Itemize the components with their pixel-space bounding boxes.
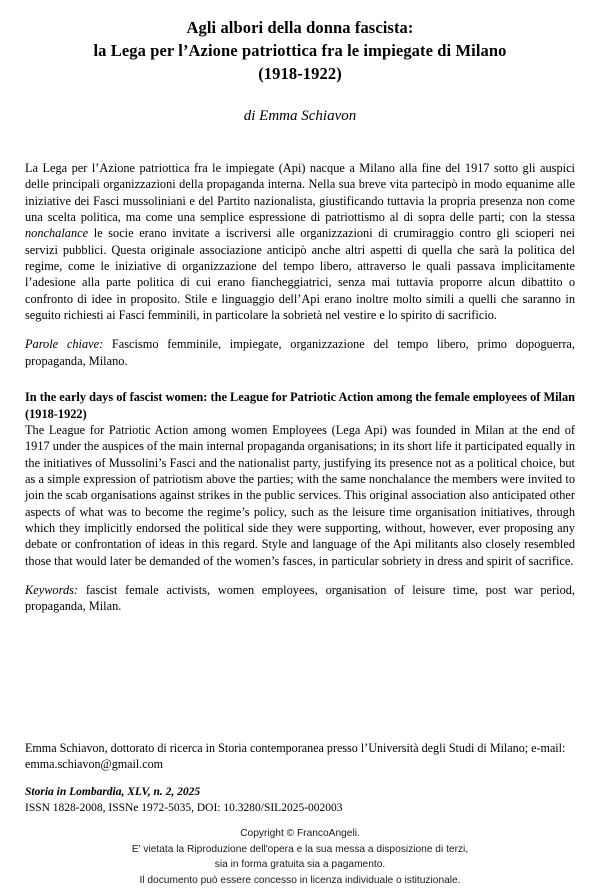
keywords-english	[25, 582, 575, 615]
footnote-block	[25, 740, 576, 816]
copyright-line-2: E' vietata la Riproduzione dell'opera e la sua messa a disposizione di terzi,	[131, 843, 469, 855]
keywords-italian	[25, 336, 575, 369]
title-line-3: (1918-1922)	[258, 64, 342, 83]
copyright-line-4: Il documento può essere concesso in licenza individuale o istituzionale.	[139, 874, 461, 886]
title-line-2: la Lega per l’Azione patriottica fra le impiegate di Milano	[93, 41, 507, 60]
keywords-italian-label: Parole chiave:	[25, 337, 104, 352]
abstract-italian-emphasis: nonchalance	[25, 226, 89, 241]
abstract-italian	[25, 160, 575, 323]
keywords-english-value: fascist female activists, women employees, organisation of leisure time, post war period, propaganda, Milan.	[25, 583, 575, 614]
keywords-english-label: Keywords:	[25, 583, 79, 598]
keywords-italian-value: Fascismo femminile, impiegate, organizzazione del tempo libero, primo dopoguerra, propaganda, Milano.	[25, 337, 575, 368]
author-byline: di Emma Schiavon	[243, 108, 357, 124]
journal-citation	[25, 785, 576, 816]
abstract-italian-part2: le socie erano invitate a iscriversi alle organizzazioni di crumiraggio contro gli scioperi nei servizi pubblici. Questa originale associazione anticipò anche altri aspetti di quella che sarà la politica del regime, come le iniziative di organizzazione del tempo libero, attraverso le quali passava implicitamente l’adesione alla parte politica di cui erano fiancheggiatrici, senza mai tuttavia proporre alcun dibattito o confronto di idee in proposito. Stile e linguaggio dell’Api erano inoltre molto simili a quelli che saranno in seguito richiesti ai Fasci femminili, in particolare la sobrietà nel vestire e lo spirito di sacrificio.	[25, 226, 575, 323]
author-affiliation: Emma Schiavon, dottorato di ricerca in Storia contemporanea presso l’Università degli Studi di Milano; e-mail: emma.schiavon@gmail.com	[25, 741, 566, 772]
copyright-line-3: sia in forma gratuita sia a pagamento.	[214, 859, 386, 871]
abstract-section	[0, 160, 600, 615]
english-title: In the early days of fascist women: the League for Patriotic Action among the female employees of Milan (1918-1922)	[25, 390, 576, 421]
journal-identifiers: ISSN 1828-2008, ISSNe 1972-5035, DOI: 10.3280/SIL2025-002003	[25, 801, 343, 814]
abstract-italian-part1: La Lega per l’Azione patriottica fra le impiegate (Api) nacque a Milano alla fine del 1917 sotto gli auspici delle principali organizzazioni della propaganda interna. Nella sua breve vita partecipò in modo equanime alle iniziative dei Fasci mussoliniani e del Partito nazionalista, giustificando tuttavia la propria presenza non come una scelta politica, ma come una semplice espressione di patriottismo al di sopra delle parti; con la stessa	[25, 161, 575, 225]
abstract-english: The League for Patriotic Action among women Employees (Lega Api) was founded in Milan at the end of 1917 under the auspices of the main internal propaganda organisations; in its short life it participated equally in the initiatives of Mussolini’s Fasci and the nationalist party, justifying its presence not as a political choice, but as a simple expression of patriotism above the parties; with the same nonchalance the members were invited to join the scab organisations against strikes in the public services. This original association also anticipated other aspects of what was to become the regime’s policy, such as the leisure time organisation initiatives, through which they implicitly endorsed the political side they were supporting, without, however, ever proposing any debate or confrontation of ideas in this regard. Style and language of the Api militants also closely resembled those that would later be demanded of the women’s fasces, in particular sobriety in dress and spirit of sacrifice.	[25, 422, 575, 568]
journal-name: Storia in Lombardia, XLV, n. 2, 2025	[25, 786, 201, 799]
page-title	[0, 0, 600, 85]
copyright-line-1: Copyright © FrancoAngeli.	[240, 828, 360, 839]
title-line-1: Agli albori della donna fascista:	[186, 18, 414, 37]
copyright-notice	[0, 826, 600, 888]
